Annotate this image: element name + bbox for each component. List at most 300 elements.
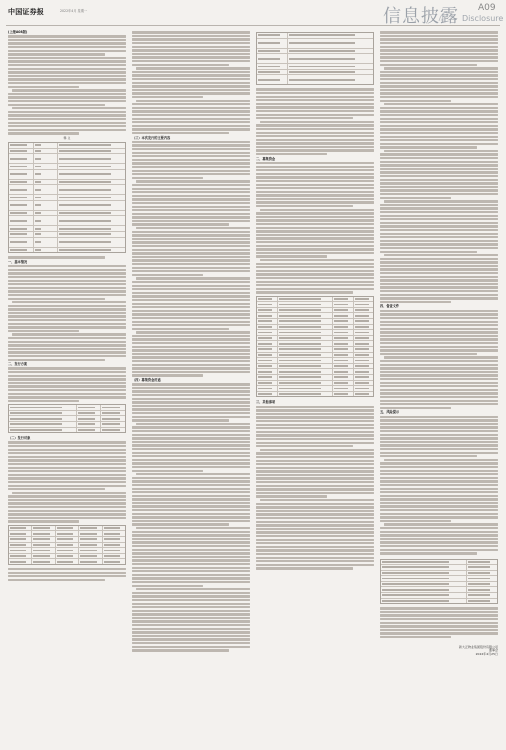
table-cell xyxy=(257,386,278,391)
text-line xyxy=(8,375,126,377)
text-line xyxy=(136,180,250,182)
text-line xyxy=(8,42,126,44)
text-line xyxy=(8,64,126,66)
text-line xyxy=(380,211,498,213)
text-line xyxy=(132,263,250,265)
text-line xyxy=(8,506,126,508)
table-cell xyxy=(333,302,354,307)
text-line xyxy=(132,177,203,179)
text-line xyxy=(380,437,498,439)
table-cell xyxy=(58,143,125,148)
text-line xyxy=(380,342,498,344)
text-line xyxy=(256,106,374,108)
section-1-heading: 一、基本情况 xyxy=(8,259,28,264)
text-line xyxy=(132,488,250,490)
text-line xyxy=(380,53,498,55)
table-cell xyxy=(9,554,32,559)
other-matters-heading: 三、其他事项 xyxy=(256,400,276,405)
text-line xyxy=(132,552,250,554)
text-line xyxy=(8,93,126,95)
text-line xyxy=(132,513,250,515)
table-cell xyxy=(9,154,34,163)
text-line xyxy=(256,153,327,155)
text-line xyxy=(132,96,203,98)
table-cell xyxy=(9,416,77,421)
text-line xyxy=(132,398,250,400)
table-cell xyxy=(101,405,125,410)
text-line xyxy=(132,491,250,493)
signature-date: 2022年4月25日 xyxy=(475,652,498,657)
text-line xyxy=(12,301,126,303)
text-line xyxy=(380,265,498,267)
text-line xyxy=(380,310,498,312)
text-line xyxy=(256,117,353,119)
text-line xyxy=(8,312,126,314)
text-line xyxy=(380,416,498,418)
text-line xyxy=(380,498,498,500)
text-line xyxy=(132,480,250,482)
table-cell xyxy=(333,392,354,397)
text-line xyxy=(380,534,498,536)
text-line xyxy=(8,111,126,113)
text-line xyxy=(132,599,250,601)
text-line xyxy=(380,477,498,479)
text-line xyxy=(132,516,250,518)
table-cell xyxy=(9,164,34,169)
masthead xyxy=(0,0,506,28)
text-line xyxy=(380,488,498,490)
table-cell xyxy=(354,347,374,352)
text-line xyxy=(380,71,498,73)
table-cell xyxy=(58,238,125,247)
table-cell xyxy=(9,526,32,531)
text-line xyxy=(256,281,374,283)
text-line xyxy=(8,488,105,490)
text-line xyxy=(384,103,498,105)
text-line xyxy=(256,424,374,426)
text-line xyxy=(136,277,250,279)
text-line xyxy=(256,506,374,508)
text-line xyxy=(132,295,250,297)
article-column-4 xyxy=(380,30,498,742)
table-cell xyxy=(77,428,102,433)
text-line xyxy=(8,470,126,472)
text-line xyxy=(136,331,250,333)
text-line xyxy=(380,272,498,274)
text-line xyxy=(380,455,477,457)
text-line xyxy=(380,114,498,116)
text-line xyxy=(380,92,498,94)
text-line xyxy=(256,463,374,465)
table-cell xyxy=(56,537,79,542)
table-cell xyxy=(288,64,373,69)
text-line xyxy=(380,382,498,384)
table-cell xyxy=(467,576,497,581)
audit-table xyxy=(380,559,498,605)
table-cell xyxy=(354,313,374,318)
table-cell xyxy=(278,369,334,374)
text-line xyxy=(256,255,327,257)
text-line xyxy=(132,635,250,637)
text-line xyxy=(8,393,126,395)
text-line xyxy=(132,31,250,33)
text-line xyxy=(132,437,250,439)
text-line xyxy=(8,385,126,387)
table-cell xyxy=(58,216,125,225)
text-line xyxy=(380,225,498,227)
text-line xyxy=(132,613,250,615)
text-line xyxy=(380,96,498,98)
text-line xyxy=(380,378,498,380)
table-cell xyxy=(381,560,467,565)
text-line xyxy=(8,326,126,328)
table-cell xyxy=(288,54,373,63)
text-line xyxy=(380,82,498,84)
text-line xyxy=(132,238,250,240)
text-line xyxy=(380,625,498,627)
text-line xyxy=(132,148,250,150)
table-cell xyxy=(381,582,467,587)
text-line xyxy=(8,125,126,127)
text-line xyxy=(132,649,229,651)
text-line xyxy=(8,319,126,321)
table-row xyxy=(9,216,125,226)
text-line xyxy=(256,513,374,515)
text-line xyxy=(12,107,126,109)
table-cell xyxy=(9,238,34,247)
text-line xyxy=(132,462,250,464)
text-line xyxy=(256,252,374,254)
text-line xyxy=(132,387,250,389)
text-line xyxy=(256,503,374,505)
text-line xyxy=(132,223,229,225)
text-line xyxy=(132,89,250,91)
text-line xyxy=(8,510,126,512)
text-line xyxy=(132,56,250,58)
text-line xyxy=(12,492,126,494)
text-line xyxy=(132,498,250,500)
table-cell xyxy=(257,319,278,324)
text-line xyxy=(8,513,126,515)
text-line xyxy=(256,205,353,207)
table-cell xyxy=(103,543,125,548)
table-cell xyxy=(56,559,79,564)
table-cell xyxy=(354,325,374,330)
text-line xyxy=(8,287,126,289)
text-line xyxy=(380,78,498,80)
text-line xyxy=(380,301,451,303)
text-line xyxy=(380,430,498,432)
text-line xyxy=(256,142,374,144)
text-line xyxy=(380,462,498,464)
table-cell xyxy=(9,559,32,564)
text-line xyxy=(380,276,498,278)
table-cell xyxy=(467,565,497,570)
text-line xyxy=(8,463,126,465)
text-line xyxy=(8,46,126,48)
text-line xyxy=(8,495,126,497)
text-line xyxy=(256,524,374,526)
table-cell xyxy=(9,411,77,416)
text-line xyxy=(380,611,498,613)
text-line xyxy=(380,367,498,369)
text-line xyxy=(132,259,250,261)
text-line xyxy=(132,107,250,109)
text-line xyxy=(8,57,126,59)
section-3-heading: （二）发行对象 xyxy=(8,436,31,441)
text-line xyxy=(380,419,498,421)
text-line xyxy=(256,434,374,436)
text-line xyxy=(132,64,229,66)
text-line xyxy=(8,35,126,37)
text-line xyxy=(256,191,374,193)
text-line xyxy=(380,153,498,155)
table-cell xyxy=(354,330,374,335)
text-line xyxy=(256,149,374,151)
text-line xyxy=(132,321,250,323)
text-line xyxy=(132,455,250,457)
text-line xyxy=(132,103,250,105)
table-cell xyxy=(9,143,34,148)
text-line xyxy=(260,499,374,501)
text-line xyxy=(380,261,498,263)
text-line xyxy=(132,338,250,340)
text-line xyxy=(132,434,250,436)
text-line xyxy=(256,114,374,116)
newspaper-logo: 中国证券报 xyxy=(8,7,44,16)
text-line xyxy=(380,545,498,547)
text-line xyxy=(132,545,250,547)
text-line xyxy=(8,283,126,285)
text-line xyxy=(8,276,126,278)
text-line xyxy=(8,122,126,124)
text-line xyxy=(132,520,250,522)
text-line xyxy=(380,346,498,348)
text-line xyxy=(132,646,250,648)
text-line xyxy=(132,195,250,197)
text-line xyxy=(380,222,498,224)
text-line xyxy=(380,110,498,112)
text-line xyxy=(380,426,498,428)
text-line xyxy=(380,349,498,351)
table-cell xyxy=(34,201,59,210)
text-line xyxy=(260,449,374,451)
text-line xyxy=(256,176,374,178)
text-line xyxy=(8,474,126,476)
table-cell xyxy=(257,49,288,54)
text-line xyxy=(380,614,498,616)
text-line xyxy=(8,367,126,369)
text-line xyxy=(8,359,105,361)
text-line xyxy=(256,481,374,483)
project-table xyxy=(256,296,374,398)
text-line xyxy=(380,473,498,475)
table-cell xyxy=(9,248,34,253)
text-line xyxy=(132,213,250,215)
table-cell xyxy=(9,149,34,154)
table-cell xyxy=(354,297,374,302)
fund-use-heading: （四）募集资金用途 xyxy=(132,378,161,382)
text-line xyxy=(132,188,250,190)
text-line xyxy=(8,502,126,504)
text-line xyxy=(256,557,374,559)
text-line xyxy=(380,328,498,330)
text-line xyxy=(132,328,229,330)
text-line xyxy=(384,67,498,69)
text-line xyxy=(256,128,374,130)
table-cell xyxy=(278,336,334,341)
text-line xyxy=(132,209,250,211)
table-cell xyxy=(34,216,59,225)
table-cell xyxy=(333,347,354,352)
text-line xyxy=(8,467,126,469)
table-cell xyxy=(354,319,374,324)
text-line xyxy=(132,38,250,40)
table-cell xyxy=(101,416,125,421)
text-line xyxy=(380,31,498,33)
issue-terms-heading: （三）本次发行的主要内容 xyxy=(132,135,171,140)
text-line xyxy=(380,240,498,242)
text-line xyxy=(132,448,250,450)
table-cell xyxy=(257,54,288,63)
text-line xyxy=(132,466,250,468)
text-line xyxy=(256,477,374,479)
text-line xyxy=(380,552,477,554)
text-line xyxy=(132,430,250,432)
definitions-table-caption: 释 义 xyxy=(63,135,71,140)
page-number: A09 xyxy=(478,3,496,13)
text-line xyxy=(384,254,498,256)
text-line xyxy=(380,321,498,323)
text-line xyxy=(132,470,203,472)
table-cell xyxy=(354,308,374,313)
table-cell xyxy=(333,330,354,335)
table-cell xyxy=(278,330,334,335)
intro-heading: (上接A08版) xyxy=(8,30,28,34)
text-line xyxy=(256,201,374,203)
text-line xyxy=(256,531,374,533)
table-cell xyxy=(58,180,125,185)
text-line xyxy=(8,355,126,357)
table-cell xyxy=(103,559,125,564)
table-cell xyxy=(354,302,374,307)
table-cell xyxy=(381,565,467,570)
table-cell xyxy=(381,571,467,576)
text-line xyxy=(8,517,126,519)
text-line xyxy=(8,60,126,62)
text-line xyxy=(132,356,250,358)
text-line xyxy=(380,74,498,76)
text-line xyxy=(132,408,250,410)
signature-company: 新大正物业集团股份有限公司 xyxy=(458,644,498,649)
text-line xyxy=(132,371,250,373)
table-cell xyxy=(257,70,288,75)
text-line xyxy=(132,617,250,619)
table-cell xyxy=(9,232,34,237)
text-line xyxy=(380,60,498,62)
text-line xyxy=(8,96,126,98)
text-line xyxy=(256,212,374,214)
text-line xyxy=(8,400,79,402)
text-line xyxy=(380,313,498,315)
text-line xyxy=(380,46,498,48)
text-line xyxy=(8,344,126,346)
text-line xyxy=(132,444,250,446)
text-line xyxy=(136,473,250,475)
table-cell xyxy=(9,422,77,427)
text-line xyxy=(256,99,374,101)
text-line xyxy=(132,360,250,362)
text-line xyxy=(132,128,250,130)
text-line xyxy=(132,121,250,123)
text-line xyxy=(132,252,250,254)
table-row xyxy=(257,392,373,397)
text-line xyxy=(132,509,250,511)
text-line xyxy=(8,298,105,300)
text-line xyxy=(380,42,498,44)
text-line xyxy=(380,89,498,91)
table-cell xyxy=(101,422,125,427)
table-cell xyxy=(333,297,354,302)
text-line xyxy=(12,89,126,91)
table-cell xyxy=(32,531,55,536)
text-line xyxy=(132,234,250,236)
table-cell xyxy=(56,526,79,531)
text-line xyxy=(380,132,498,134)
text-line xyxy=(132,173,250,175)
table-cell xyxy=(34,149,59,154)
text-line xyxy=(380,121,498,123)
text-line xyxy=(8,269,126,271)
table-cell xyxy=(103,531,125,536)
text-line xyxy=(132,245,250,247)
table-cell xyxy=(354,336,374,341)
text-line xyxy=(132,166,250,168)
text-line xyxy=(132,92,250,94)
text-line xyxy=(380,38,498,40)
text-line xyxy=(132,606,250,608)
text-line xyxy=(256,266,374,268)
text-line xyxy=(256,92,374,94)
table-cell xyxy=(34,195,59,200)
text-line xyxy=(380,502,498,504)
table-cell xyxy=(333,319,354,324)
text-line xyxy=(132,141,250,143)
text-line xyxy=(132,267,250,269)
text-line xyxy=(8,337,126,339)
subscriber-table xyxy=(8,525,126,565)
table-cell xyxy=(257,313,278,318)
text-line xyxy=(256,542,374,544)
table-cell xyxy=(103,554,125,559)
text-line xyxy=(256,227,374,229)
text-line xyxy=(256,241,374,243)
text-line xyxy=(256,216,374,218)
text-line xyxy=(256,162,374,164)
text-line xyxy=(380,297,498,299)
table-cell xyxy=(467,599,497,604)
text-line xyxy=(256,234,374,236)
table-cell xyxy=(257,336,278,341)
table-cell xyxy=(257,33,288,38)
text-line xyxy=(8,452,126,454)
table-cell xyxy=(278,308,334,313)
text-line xyxy=(132,256,250,258)
text-line xyxy=(256,103,374,105)
table-cell xyxy=(34,180,59,185)
text-line xyxy=(132,71,250,73)
issue-date: 2022年4月 星期一 xyxy=(60,9,88,13)
